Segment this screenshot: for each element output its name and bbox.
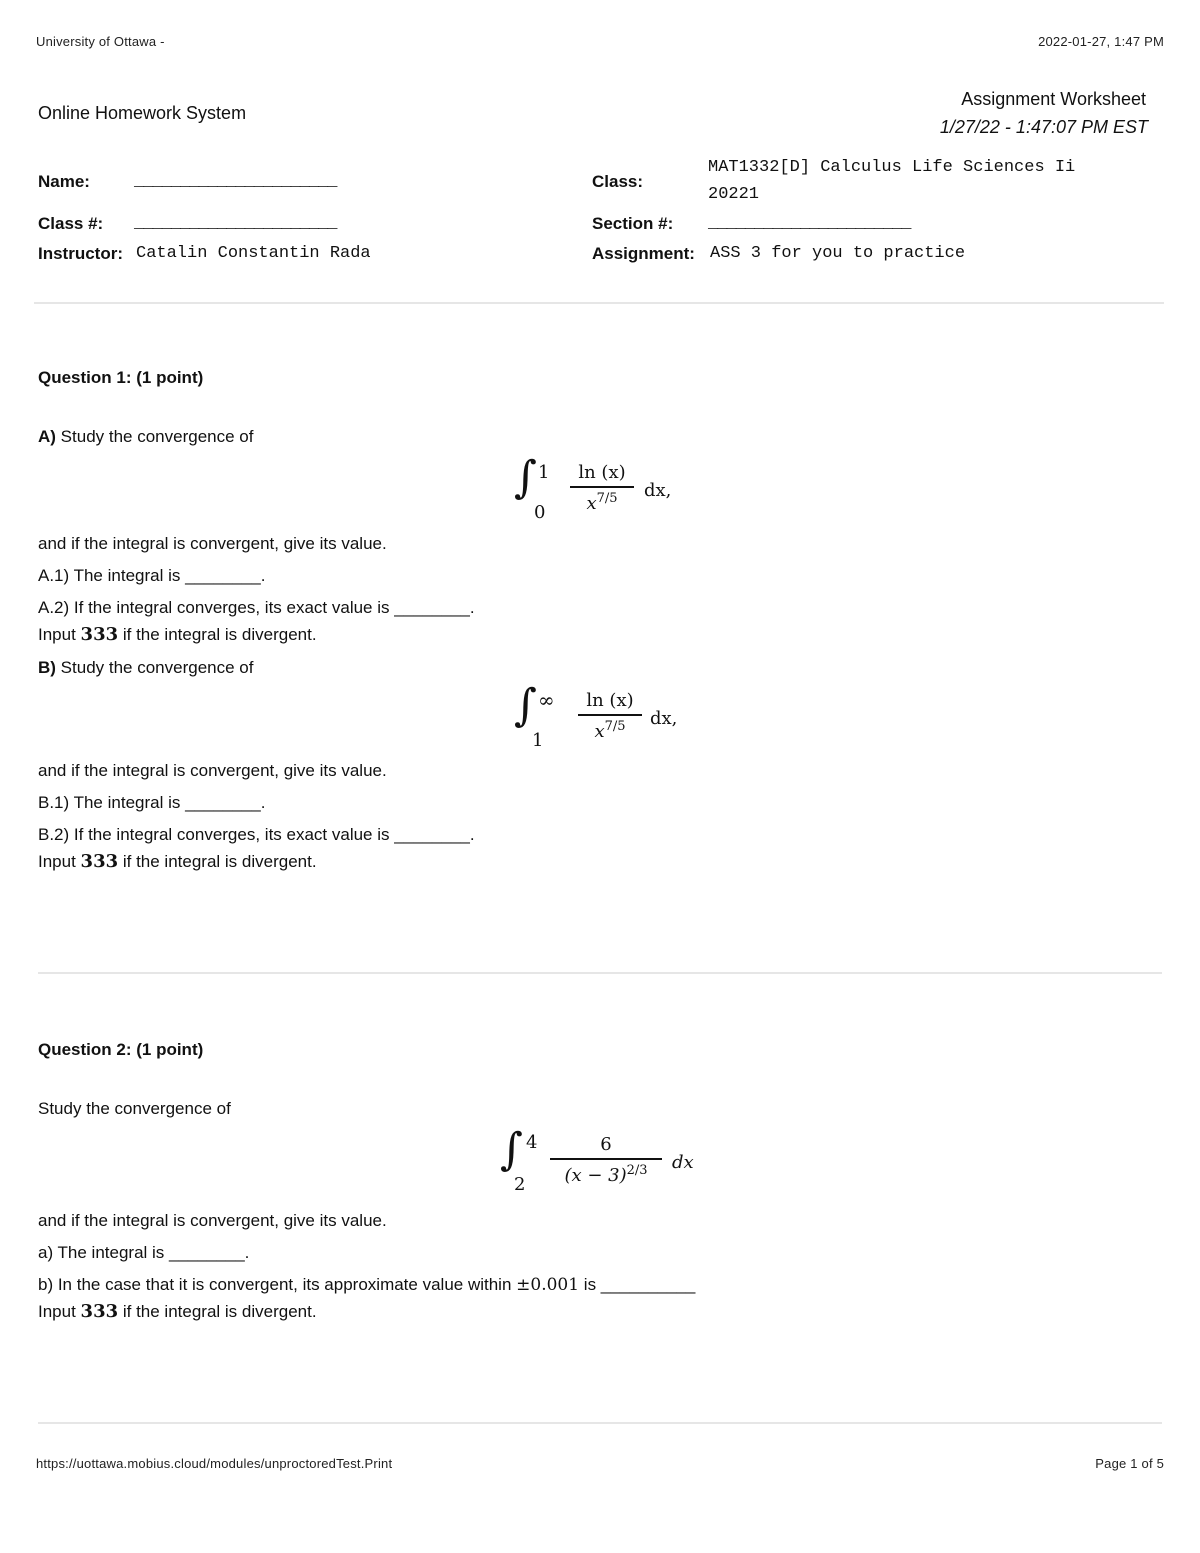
class-number-field[interactable]: ______________________ — [134, 214, 337, 233]
assignment-label: Assignment: — [592, 244, 695, 263]
q1-a1-answer[interactable]: A.1) The integral is ________. — [38, 566, 266, 585]
instructor-value: Catalin Constantin Rada — [136, 244, 371, 263]
q1-b1-answer[interactable]: B.1) The integral is ________. — [38, 793, 266, 812]
fraction-bar — [578, 714, 642, 716]
q1-b-divergent-note: Input 333 if the integral is divergent. — [38, 851, 317, 872]
q1-part-b-label: B) — [38, 658, 56, 677]
class-label: Class: — [592, 172, 644, 191]
q1-a2-answer[interactable]: A.2) If the integral converges, its exact value is ________. — [38, 598, 475, 617]
q1-a-divergent-note: Input 333 if the integral is divergent. — [38, 624, 317, 645]
question-2-title: Question 2: (1 point) — [38, 1040, 204, 1059]
q1-part-b-prompt — [38, 658, 253, 678]
differential: dx — [672, 1152, 694, 1173]
class-value-line2: 20221 — [708, 185, 760, 204]
q2-instruction: and if the integral is convergent, give its value. — [38, 1211, 387, 1230]
name-field[interactable]: ______________________ — [134, 172, 337, 191]
q2-integral — [500, 1124, 720, 1200]
numerator: 6 — [600, 1134, 612, 1155]
differential: dx, — [650, 708, 678, 729]
integrand-fraction — [550, 1134, 662, 1186]
q1-part-a-text: Study the convergence of — [55, 427, 254, 446]
upper-limit: 1 — [538, 462, 550, 483]
instructor-label: Instructor: — [38, 244, 123, 263]
integral-sign: ∫ — [500, 1124, 523, 1175]
fraction-bar — [550, 1158, 662, 1160]
q2-b-answer[interactable]: b) In the case that it is convergent, its approximate value within ±0.001 is __________ — [38, 1275, 696, 1295]
divider — [34, 302, 1164, 304]
denominator: $(x - 3)^{2/3}$ — [564, 1163, 648, 1186]
lower-limit: 2 — [514, 1174, 526, 1195]
q2-divergent-note: Input 333 if the integral is divergent. — [38, 1301, 317, 1322]
print-header-right: 2022-01-27, 1:47 PM — [1038, 34, 1164, 49]
q2-a-answer[interactable]: a) The integral is ________. — [38, 1243, 250, 1262]
lower-limit: 1 — [532, 730, 544, 751]
section-field[interactable]: ______________________ — [708, 214, 911, 233]
q1-b2-answer[interactable]: B.2) If the integral converges, its exact value is ________. — [38, 825, 475, 844]
print-header-left: University of Ottawa - — [36, 34, 165, 49]
fraction-bar — [570, 486, 634, 488]
upper-limit: ∞ — [538, 688, 555, 712]
section-label: Section #: — [592, 214, 674, 233]
denominator: $x^{7/5}$ — [594, 719, 626, 742]
divider — [38, 1422, 1162, 1424]
numerator: ln (x) — [586, 690, 634, 711]
q1-part-a-label: A) — [38, 427, 56, 446]
q1-a-instruction: and if the integral is convergent, give its value. — [38, 534, 387, 553]
name-label: Name: — [38, 172, 90, 191]
class-number-label: Class #: — [38, 214, 104, 233]
footer-url[interactable]: https://uottawa.mobius.cloud/modules/unproctoredTest.Print — [36, 1456, 393, 1471]
q1-part-b-text: Study the convergence of — [55, 658, 254, 677]
q1-b-instruction: and if the integral is convergent, give its value. — [38, 761, 387, 780]
integrand-fraction — [570, 462, 634, 514]
divider — [38, 972, 1162, 974]
doc-type: Assignment Worksheet — [961, 89, 1146, 109]
q1-part-a-prompt — [38, 427, 253, 447]
q2-prompt: Study the convergence of — [38, 1099, 231, 1118]
lower-limit: 0 — [534, 502, 546, 523]
integral-sign: ∫ — [514, 680, 537, 731]
integrand-fraction — [578, 690, 642, 742]
class-value-line1: MAT1332[D] Calculus Life Sciences Ii — [708, 158, 1076, 177]
upper-limit: 4 — [526, 1132, 538, 1153]
denominator: $x^{7/5}$ — [586, 491, 618, 514]
integral-sign: ∫ — [514, 452, 537, 503]
footer-page-number: Page 1 of 5 — [1095, 1456, 1164, 1471]
timestamp: 1/27/22 - 1:47:07 PM EST — [939, 117, 1148, 137]
system-title: Online Homework System — [38, 103, 247, 123]
q1-integral-a — [514, 452, 714, 524]
q1-integral-b — [514, 680, 714, 752]
assignment-value: ASS 3 for you to practice — [710, 244, 966, 263]
differential: dx, — [644, 480, 672, 501]
question-1-title: Question 1: (1 point) — [38, 368, 204, 387]
numerator: ln (x) — [578, 462, 626, 483]
